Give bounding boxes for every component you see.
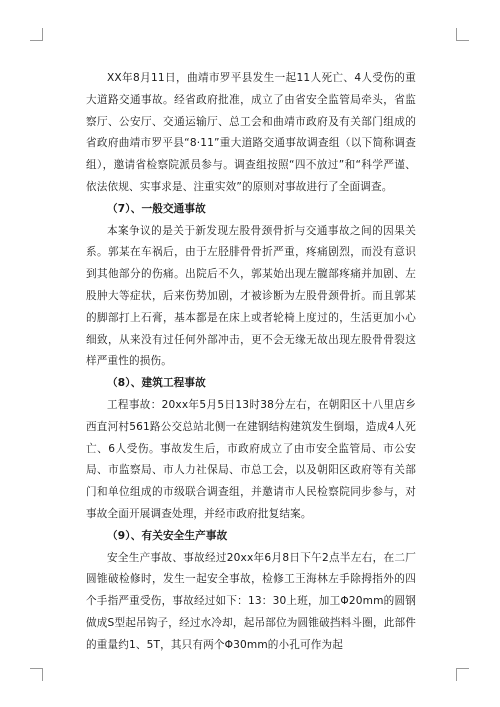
section-heading-8: （8）、建筑工程事故 [107,377,206,390]
crop-mark-bottom-right [456,668,469,681]
section-heading-7: （7）、一般交通事故 [107,202,206,215]
paragraph-section-9: 安全生产事故、事故经过20xx年6月8日下午2点半左右，在二厂圆锥破检修时，发生一起安全事故，检修工王海林左手除拇指外的四个手指严重受伤，事故经过如下：13：30上班，加工Φ20mm的圆钢做成S型起吊钩子，经过水冷却，起吊部位为圆锥破挡料斗圈，此部件的重量约1、5T，其只有两个Φ30mm的小孔可作为起 [86,551,416,651]
crop-mark-bottom-left [30,668,43,681]
crop-mark-top-right [456,28,469,41]
section-heading-9: （9）、有关安全生产事故 [107,529,228,542]
document-body [86,68,416,657]
paragraph-section-7: 本案争议的是关于新发现左股骨颈骨折与交通事故之间的因果关系。郭某在车祸后，由于左胫腓骨骨折严重，疼痛剧烈，而没有意识到其他部分的伤痛。出院后不久，郭某始出现左髋部疼痛并加剧、左股肿大等症状，后来伤势加剧，才被诊断为左股骨颈骨折。而且郭某的脚部打上石膏，基本都是在床上或者轮椅上度过的，生活更加小心细致，从来没有过任何外部冲击，更不会无缘无故出现左股骨骨裂这样严重性的损伤。 [86,224,416,368]
crop-mark-top-left [30,28,43,41]
paragraph-intro: XX年8月11日，曲靖市罗平县发生一起11人死亡、4人受伤的重大道路交通事故。经省政府批准，成立了由省安全监管局牵头，省监察厅、公安厅、交通运输厅、总工会和曲靖市政府及有关部门组成的省政府曲靖市罗平县“8·11”重大道路交通事故调查组（以下简称调查组），邀请省检察院派员参与。调查组按照“四不放过”和“科学严谨、依法依规、实事求是、注重实效”的原则对事故进行了全面调查。 [86,72,416,193]
paragraph-section-8: 工程事故：20xx年5月5日13时38分左右，在朝阳区十八里店乡西直河村561路公交总站北侧一在建钢结构建筑发生倒塌，造成4人死亡、6人受伤。事故发生后，市政府成立了由市安全监管局、市公安局、市监察局、市人力社保局、市总工会，以及朝阳区政府等有关部门和单位组成的市级联合调查组，并邀请市人民检察院同步参与，对事故全面开展调查处理，并经市政府批复结案。 [86,398,416,520]
